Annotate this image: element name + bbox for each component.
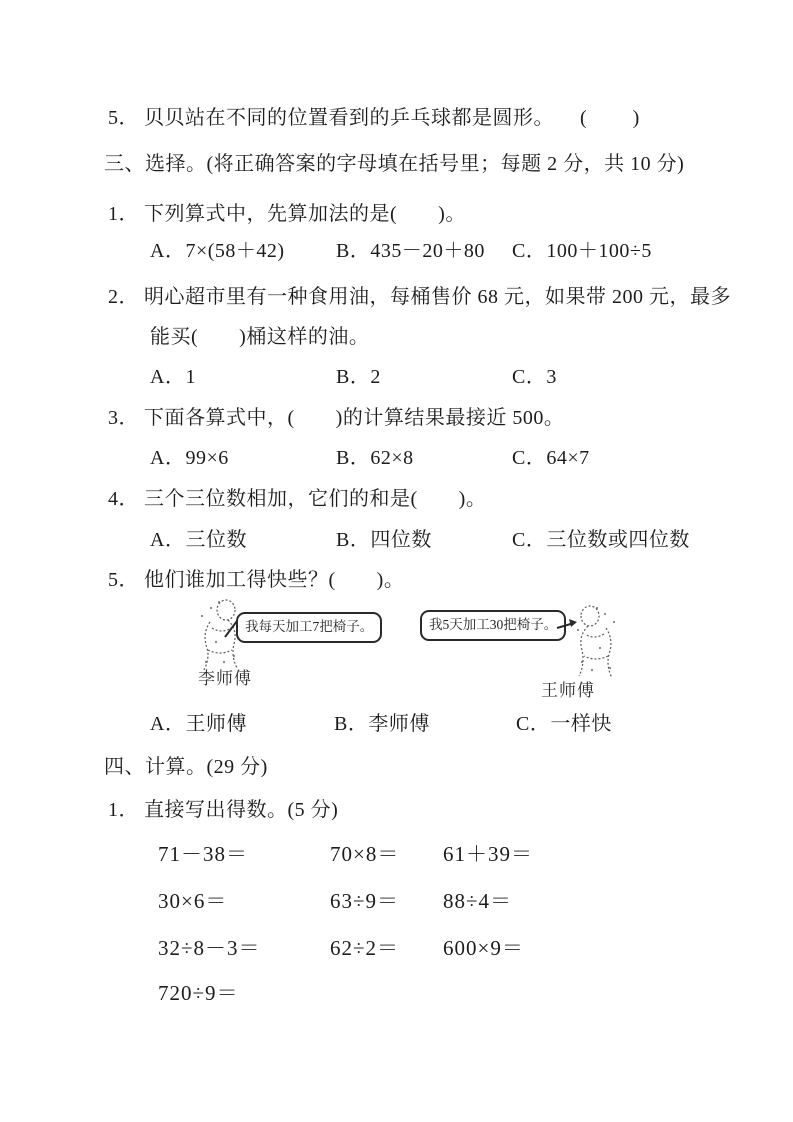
option-b: B．435－20＋80 bbox=[336, 240, 485, 262]
option-b: B．李师傅 bbox=[334, 713, 430, 735]
calc-expression: 88÷4＝ bbox=[443, 889, 513, 913]
option-c: C．一样快 bbox=[516, 713, 612, 735]
option-c: C．三位数或四位数 bbox=[512, 529, 690, 551]
worker-label-right: 王师傅 bbox=[541, 681, 595, 700]
sub-question-number: 1． bbox=[108, 799, 139, 821]
speech-bubble-right: 我5天加工30把椅子。 bbox=[420, 610, 566, 641]
option-a: A．王师傅 bbox=[150, 713, 247, 735]
question-number: 1． bbox=[108, 203, 139, 225]
calc-section-heading: 四、计算。(29 分) bbox=[104, 756, 268, 778]
option-a: A．7×(58＋42) bbox=[150, 240, 285, 262]
question-number: 2． bbox=[108, 286, 139, 308]
choice-q4-stem bbox=[108, 485, 486, 513]
answer-blank: ( ) bbox=[580, 107, 642, 129]
question-text: 下面各算式中，( )的计算结果最接近 500。 bbox=[144, 407, 565, 429]
option-a: A．三位数 bbox=[150, 529, 247, 551]
calc-expression: 70×8＝ bbox=[330, 842, 400, 866]
choice-q3-stem bbox=[108, 404, 564, 432]
judge-item-5 bbox=[108, 104, 641, 132]
calc-expression: 63÷9＝ bbox=[330, 889, 400, 913]
question-number: 5． bbox=[108, 569, 139, 591]
choice-section-heading: 三、选择。(将正确答案的字母填在括号里；每题 2 分，共 10 分) bbox=[104, 153, 685, 175]
option-a: A．99×6 bbox=[150, 447, 229, 469]
calc-expression: 720÷9＝ bbox=[158, 981, 239, 1005]
option-b: B．2 bbox=[336, 366, 381, 388]
choice-q2-stem-line2: 能买( )桶这样的油。 bbox=[150, 326, 370, 348]
calc-expression: 30×6＝ bbox=[158, 889, 228, 913]
question-text: 贝贝站在不同的位置看到的乒乓球都是圆形。 bbox=[144, 107, 554, 129]
option-b: B．四位数 bbox=[336, 529, 432, 551]
worker-label-left: 李师傅 bbox=[198, 669, 252, 688]
option-a: A．1 bbox=[150, 366, 196, 388]
question-text: 下列算式中，先算加法的是( )。 bbox=[144, 203, 466, 225]
option-c: C．3 bbox=[512, 366, 557, 388]
question-text: 明心超市里有一种食用油，每桶售价 68 元，如果带 200 元，最多 bbox=[144, 286, 731, 308]
choice-q2-stem bbox=[108, 283, 731, 311]
choice-q1-stem bbox=[108, 200, 466, 228]
calc-expression: 600×9＝ bbox=[443, 936, 524, 960]
calc-expression: 32÷8－3＝ bbox=[158, 936, 261, 960]
option-c: C．64×7 bbox=[512, 447, 590, 469]
calc-expression: 71－38＝ bbox=[158, 842, 248, 866]
option-b: B．62×8 bbox=[336, 447, 414, 469]
calc-sub1-label bbox=[108, 796, 338, 824]
question-number: 5． bbox=[108, 107, 139, 129]
question-text: 他们谁加工得快些？( )。 bbox=[144, 569, 405, 591]
choice-q5-stem bbox=[108, 566, 404, 594]
option-c: C．100＋100÷5 bbox=[512, 240, 652, 262]
question-number: 3． bbox=[108, 407, 139, 429]
calc-expression: 62÷2＝ bbox=[330, 936, 400, 960]
sub-question-text: 直接写出得数。(5 分) bbox=[144, 799, 339, 821]
worker-wang-figure-icon bbox=[570, 604, 622, 682]
question-number: 4． bbox=[108, 488, 139, 510]
speech-bubble-left: 我每天加工7把椅子。 bbox=[236, 612, 382, 643]
calc-expression: 61＋39＝ bbox=[443, 842, 533, 866]
question-text: 三个三位数相加，它们的和是( )。 bbox=[144, 488, 487, 510]
